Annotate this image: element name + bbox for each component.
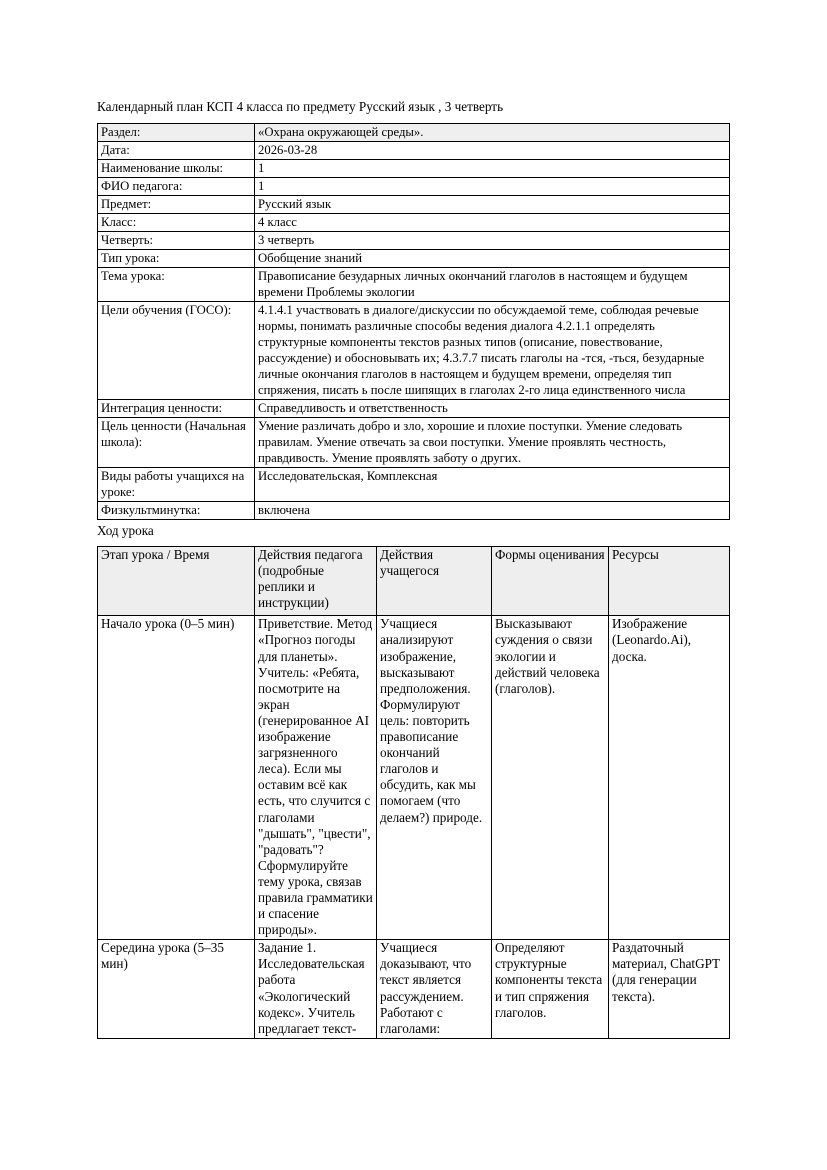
lesson-plan-table bbox=[97, 546, 730, 1039]
lesson-row bbox=[98, 940, 730, 1039]
lesson-column-header: Ресурсы bbox=[609, 547, 730, 616]
lesson-cell-student: Учащиеся анализируют изображение, высказывают предположения. Формулируют цель: повторить правописание окончаний глаголов и обсудить, как мы помогаем (что делаем?) природе. bbox=[377, 616, 492, 940]
lesson-info-table bbox=[97, 123, 730, 520]
info-row bbox=[98, 268, 730, 302]
info-value: включена bbox=[255, 502, 730, 520]
lesson-column-header: Формы оценивания bbox=[492, 547, 609, 616]
lesson-cell-student: Учащиеся доказывают, что текст является рассуждением. Работают с глаголами: bbox=[377, 940, 492, 1039]
info-label: Дата: bbox=[98, 142, 255, 160]
info-row bbox=[98, 178, 730, 196]
info-value: Русский язык bbox=[255, 196, 730, 214]
info-value: 4 класс bbox=[255, 214, 730, 232]
lesson-cell-resources: Изображение (Leonardo.Ai), доска. bbox=[609, 616, 730, 940]
info-value: Исследовательская, Комплексная bbox=[255, 468, 730, 502]
lesson-row bbox=[98, 616, 730, 940]
document-page bbox=[97, 99, 729, 1039]
info-row bbox=[98, 302, 730, 400]
lesson-cell-resources: Раздаточный материал, ChatGPT (для генерации текста). bbox=[609, 940, 730, 1039]
info-label: Цели обучения (ГОСО): bbox=[98, 302, 255, 400]
info-label: Интеграция ценности: bbox=[98, 400, 255, 418]
lesson-cell-assessment: Высказывают суждения о связи экологии и действий человека (глаголов). bbox=[492, 616, 609, 940]
info-label: Предмет: bbox=[98, 196, 255, 214]
info-label: Тип урока: bbox=[98, 250, 255, 268]
info-row bbox=[98, 400, 730, 418]
info-row bbox=[98, 142, 730, 160]
lesson-column-header: Этап урока / Время bbox=[98, 547, 255, 616]
lesson-cell-teacher: Приветствие. Метод «Прогноз погоды для планеты». Учитель: «Ребята, посмотрите на экран (генерированное AI изображение загрязненного леса). Если мы оставим всё как есть, что случится с глаголами "дышать", "цвести", "радовать"? Сформулируйте тему урока, связав правила грамматики и спасение природы». bbox=[255, 616, 377, 940]
info-label: ФИО педагога: bbox=[98, 178, 255, 196]
info-value: «Охрана окружающей среды». bbox=[255, 124, 730, 142]
info-row bbox=[98, 124, 730, 142]
info-row bbox=[98, 468, 730, 502]
info-label: Цель ценности (Начальная школа): bbox=[98, 418, 255, 468]
info-value: 1 bbox=[255, 178, 730, 196]
info-row bbox=[98, 418, 730, 468]
info-row bbox=[98, 160, 730, 178]
info-row bbox=[98, 502, 730, 520]
document-title: Календарный план КСП 4 класса по предмету Русский язык , 3 четверть bbox=[97, 99, 504, 114]
lesson-cell-teacher: Задание 1. Исследовательская работа «Экологический кодекс». Учитель предлагает текст- bbox=[255, 940, 377, 1039]
info-row bbox=[98, 250, 730, 268]
info-row bbox=[98, 232, 730, 250]
info-label: Четверть: bbox=[98, 232, 255, 250]
info-value: Обобщение знаний bbox=[255, 250, 730, 268]
lesson-column-header: Действия учащегося bbox=[377, 547, 492, 616]
info-value: Умение различать добро и зло, хорошие и плохие поступки. Умение следовать правилам. Умение отвечать за свои поступки. Умение проявлять честность, правдивость. Умение проявлять заботу о других. bbox=[255, 418, 730, 468]
info-label: Класс: bbox=[98, 214, 255, 232]
info-value: Справедливость и ответственность bbox=[255, 400, 730, 418]
info-label: Физкультминутка: bbox=[98, 502, 255, 520]
info-row bbox=[98, 196, 730, 214]
lesson-cell-stage: Середина урока (5–35 мин) bbox=[98, 940, 255, 1039]
info-label: Раздел: bbox=[98, 124, 255, 142]
info-value: 3 четверть bbox=[255, 232, 730, 250]
info-label: Наименование школы: bbox=[98, 160, 255, 178]
info-value: 1 bbox=[255, 160, 730, 178]
lesson-column-header: Действия педагога (подробные реплики и инструкции) bbox=[255, 547, 377, 616]
info-value: Правописание безударных личных окончаний глаголов в настоящем и будущем времени Проблемы экологии bbox=[255, 268, 730, 302]
lesson-cell-assessment: Определяют структурные компоненты текста и тип спряжения глаголов. bbox=[492, 940, 609, 1039]
info-row bbox=[98, 214, 730, 232]
info-label: Тема урока: bbox=[98, 268, 255, 302]
section-label: Ход урока bbox=[97, 523, 154, 538]
info-label: Виды работы учащихся на уроке: bbox=[98, 468, 255, 502]
info-value: 2026-03-28 bbox=[255, 142, 730, 160]
lesson-cell-stage: Начало урока (0–5 мин) bbox=[98, 616, 255, 940]
lesson-table-header-row bbox=[98, 547, 730, 616]
info-value: 4.1.4.1 участвовать в диалоге/дискуссии по обсуждаемой теме, соблюдая речевые нормы, понимать различные способы ведения диалога 4.2.1.1 определять структурные компоненты текстов разных типов (описание, повествование, рассуждение) и обосновывать их; 4.3.7.7 писать глаголы на -тся, -ться, безударные личные окончания глаголов в настоящем и будущем времени, определяя тип спряжения, писать ь после шипящих в глаголах 2-го лица единственного числа bbox=[255, 302, 730, 400]
